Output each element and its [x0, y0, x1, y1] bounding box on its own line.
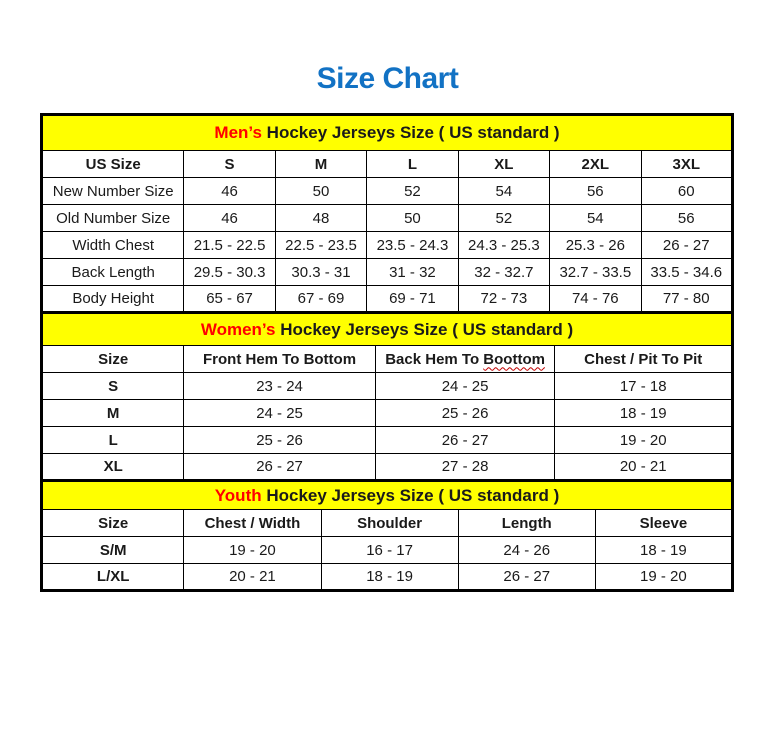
size-value-cell: 24 - 26	[458, 537, 595, 564]
row-label: L	[42, 427, 184, 454]
size-value-cell: 26 - 27	[641, 232, 732, 259]
column-header: Chest / Pit To Pit	[555, 346, 733, 373]
row-label: S/M	[42, 537, 184, 564]
size-value-cell: 77 - 80	[641, 286, 732, 313]
size-value-cell: 67 - 69	[275, 286, 366, 313]
size-value-cell: 33.5 - 34.6	[641, 259, 732, 286]
table-row	[42, 400, 733, 427]
column-header: Shoulder	[321, 510, 458, 537]
column-header-row	[42, 510, 733, 537]
column-header: US Size	[42, 151, 184, 178]
size-value-cell: 27 - 28	[375, 454, 555, 481]
column-header: Front Hem To Bottom	[184, 346, 375, 373]
row-label: S	[42, 373, 184, 400]
column-header: S	[184, 151, 275, 178]
section-accent-text: Youth	[214, 485, 262, 505]
table-row	[42, 178, 733, 205]
size-value-cell: 24.3 - 25.3	[458, 232, 549, 259]
size-value-cell: 56	[550, 178, 641, 205]
size-value-cell: 48	[275, 205, 366, 232]
size-value-cell: 32 - 32.7	[458, 259, 549, 286]
size-value-cell: 24 - 25	[375, 373, 555, 400]
column-header-row	[42, 151, 733, 178]
table-row	[42, 427, 733, 454]
size-value-cell: 46	[184, 178, 275, 205]
column-header: Chest / Width	[184, 510, 321, 537]
womens-size-table	[40, 311, 734, 482]
size-value-cell: 30.3 - 31	[275, 259, 366, 286]
size-value-cell: 29.5 - 30.3	[184, 259, 275, 286]
row-label: Back Length	[42, 259, 184, 286]
section-title-text: Hockey Jerseys Size ( US standard )	[261, 123, 560, 142]
table-row	[42, 232, 733, 259]
section-title-text: Hockey Jerseys Size ( US standard )	[275, 319, 574, 339]
size-value-cell: 50	[367, 205, 458, 232]
youth-section-header	[42, 481, 733, 510]
row-label: M	[42, 400, 184, 427]
column-header: Size	[42, 510, 184, 537]
size-value-cell: 20 - 21	[184, 564, 321, 591]
table-row	[42, 259, 733, 286]
size-value-cell: 69 - 71	[367, 286, 458, 313]
size-chart-page	[0, 62, 776, 592]
column-header: 2XL	[550, 151, 641, 178]
column-header-row	[42, 346, 733, 373]
column-header: Size	[42, 346, 184, 373]
size-value-cell: 46	[184, 205, 275, 232]
size-value-cell: 25.3 - 26	[550, 232, 641, 259]
section-accent-text: Women’s	[200, 319, 276, 339]
size-tables	[40, 113, 734, 592]
size-value-cell: 23 - 24	[184, 373, 375, 400]
size-value-cell: 60	[641, 178, 732, 205]
youth-size-table	[40, 479, 734, 592]
table-row	[42, 373, 733, 400]
size-value-cell: 25 - 26	[375, 400, 555, 427]
row-label: Width Chest	[42, 232, 184, 259]
row-label: New Number Size	[42, 178, 184, 205]
column-header: Length	[458, 510, 595, 537]
size-value-cell: 54	[550, 205, 641, 232]
size-value-cell: 21.5 - 22.5	[184, 232, 275, 259]
size-value-cell: 19 - 20	[595, 564, 732, 591]
size-value-cell: 18 - 19	[555, 400, 733, 427]
size-value-cell: 23.5 - 24.3	[367, 232, 458, 259]
size-value-cell: 17 - 18	[555, 373, 733, 400]
column-header: Back Hem To Boottom	[375, 346, 555, 373]
column-header: L	[367, 151, 458, 178]
column-header: XL	[458, 151, 549, 178]
table-row	[42, 286, 733, 313]
size-value-cell: 52	[367, 178, 458, 205]
size-value-cell: 31 - 32	[367, 259, 458, 286]
size-value-cell: 19 - 20	[555, 427, 733, 454]
row-label: L/XL	[42, 564, 184, 591]
column-header: M	[275, 151, 366, 178]
size-value-cell: 16 - 17	[321, 537, 458, 564]
table-row	[42, 454, 733, 481]
column-header: 3XL	[641, 151, 732, 178]
size-value-cell: 74 - 76	[550, 286, 641, 313]
table-row	[42, 537, 733, 564]
womens-section-header	[42, 313, 733, 346]
misspelled-word: Boottom	[483, 350, 545, 368]
size-value-cell: 19 - 20	[184, 537, 321, 564]
column-header: Sleeve	[595, 510, 732, 537]
table-row	[42, 564, 733, 591]
mens-size-table	[40, 113, 734, 314]
size-value-cell: 26 - 27	[458, 564, 595, 591]
page-title: Size Chart	[316, 62, 459, 95]
size-value-cell: 50	[275, 178, 366, 205]
table-row	[42, 205, 733, 232]
size-value-cell: 26 - 27	[375, 427, 555, 454]
size-value-cell: 18 - 19	[595, 537, 732, 564]
row-label: Body Height	[42, 286, 184, 313]
size-value-cell: 22.5 - 23.5	[275, 232, 366, 259]
size-value-cell: 54	[458, 178, 549, 205]
size-value-cell: 65 - 67	[184, 286, 275, 313]
size-value-cell: 72 - 73	[458, 286, 549, 313]
mens-section-header	[42, 115, 733, 151]
size-value-cell: 20 - 21	[555, 454, 733, 481]
section-accent-text: Men’s	[214, 123, 262, 142]
size-value-cell: 18 - 19	[321, 564, 458, 591]
size-value-cell: 32.7 - 33.5	[550, 259, 641, 286]
size-value-cell: 25 - 26	[184, 427, 375, 454]
row-label: XL	[42, 454, 184, 481]
size-value-cell: 26 - 27	[184, 454, 375, 481]
size-value-cell: 24 - 25	[184, 400, 375, 427]
row-label: Old Number Size	[42, 205, 184, 232]
section-title-text: Hockey Jerseys Size ( US standard )	[261, 485, 560, 505]
size-value-cell: 56	[641, 205, 732, 232]
size-value-cell: 52	[458, 205, 549, 232]
